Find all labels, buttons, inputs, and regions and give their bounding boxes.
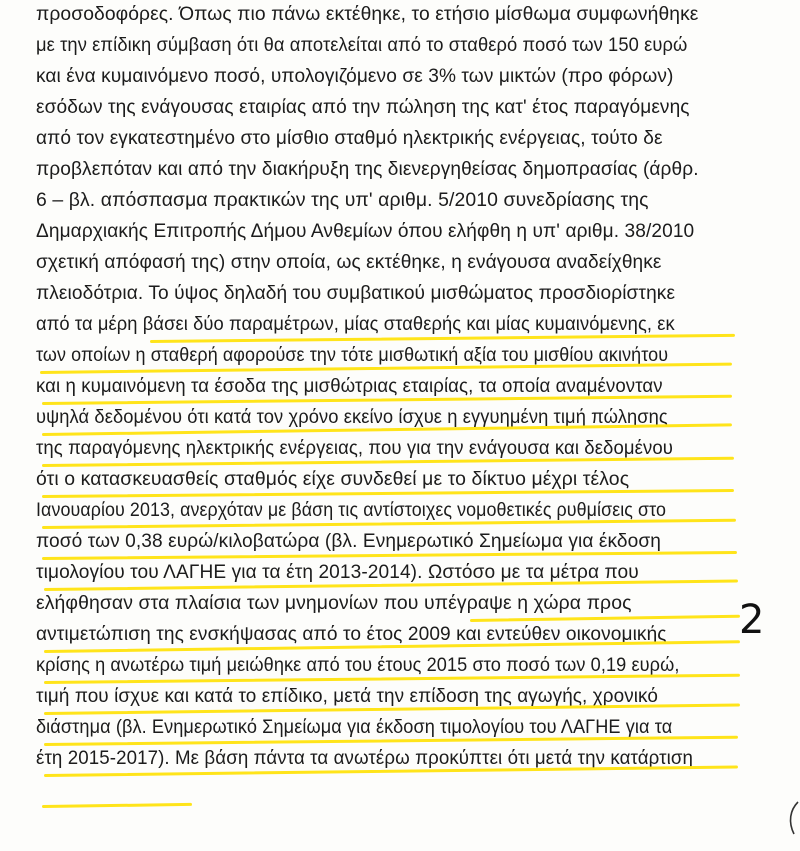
text-line: από τα μέρη βάσει δύο παραμέτρων, μίας σταθερής και μίας κυμαινόμενης, εκ xyxy=(36,313,675,335)
text-line: εσόδων της ενάγουσας εταιρίας από την πώληση της κατ' έτος παραγόμενης xyxy=(36,96,690,118)
text-line: και ένα κυμαινόμενο ποσό, υπολογιζόμενο σε 3% των μικτών (προ φόρων) xyxy=(36,65,674,87)
text-line: κρίσης η ανωτέρω τιμή μειώθηκε από του έτους 2015 στο ποσό των 0,19 ευρώ, xyxy=(36,654,680,676)
text-line: Ιανουαρίου 2013, ανερχόταν με βάση τις αντίστοιχες νομοθετικές ρυθμίσεις στο xyxy=(36,499,667,521)
text-line: της παραγόμενης ηλεκτρικής ενέργειας, που για την ενάγουσα και δεδομένου xyxy=(36,437,673,459)
text-line: τιμολογίου του ΛΑΓΗΕ για τα έτη 2013-2014). Ωστόσο με τα μέτρα που xyxy=(36,561,639,583)
text-line: και η κυμαινόμενη τα έσοδα της μισθώτριας εταιρίας, τα οποία αναμένονταν xyxy=(36,375,663,397)
handwritten-mark-fragment xyxy=(786,800,800,840)
text-line: των οποίων η σταθερή αφορούσε την τότε μισθωτική αξία του μισθίου ακινήτου xyxy=(36,344,669,366)
highlight-underline xyxy=(42,803,192,808)
text-line: ελήφθησαν στα πλαίσια των μνημονίων που υπέγραψε η χώρα προς xyxy=(36,592,632,614)
text-line: με την επίδικη σύμβαση ότι θα αποτελείται από το σταθερό ποσό των 150 ευρώ xyxy=(36,34,688,56)
text-line: 6 – βλ. απόσπασμα πρακτικών της υπ' αριθμ. 5/2010 συνεδρίασης της xyxy=(36,189,649,211)
margin-number: 2 xyxy=(739,597,765,643)
text-line: ότι ο κατασκευασθείς σταθμός είχε συνδεθεί με το δίκτυο μέχρι τέλος xyxy=(36,468,630,490)
text-line: προσοδοφόρες. Όπως πιο πάνω εκτέθηκε, το ετήσιο μίσθωμα συμφωνήθηκε xyxy=(36,3,699,25)
text-line: πλειοδότρια. Το ύψος δηλαδή του συμβατικού μισθώματος προσδιορίστηκε xyxy=(36,282,676,304)
text-line: υψηλά δεδομένου ότι κατά τον χρόνο εκείνο ίσχυε η εγγυημένη τιμή πώλησης xyxy=(36,406,668,428)
text-line: σχετική απόφασή της) στην οποία, ως εκτέθηκε, η ενάγουσα αναδείχθηκε xyxy=(36,251,662,273)
text-line: από τον εγκατεστημένο στο μίσθιο σταθμό ηλεκτρικής ενέργειας, τούτο δε xyxy=(36,127,663,149)
text-line: Δημαρχιακής Επιτροπής Δήμου Ανθεμίων όπου ελήφθη η υπ' αριθμ. 38/2010 xyxy=(36,220,695,242)
text-line: αντιμετώπιση της ενσκήψασας από το έτος 2009 και εντεύθεν οικονομικής xyxy=(36,623,667,645)
text-line: διάστημα (βλ. Ενημερωτικό Σημείωμα για έκδοση τιμολογίου του ΛΑΓΗΕ για τα xyxy=(36,716,673,738)
text-line: ποσό των 0,38 ευρώ/κιλοβατώρα (βλ. Ενημερωτικό Σημείωμα για έκδοση xyxy=(36,530,661,552)
text-line: προβλεπόταν και από την διακήρυξη της διενεργηθείσας δημοπρασίας (άρθρ. xyxy=(36,158,699,180)
text-line: τιμή που ίσχυε και κατά το επίδικο, μετά την επίδοση της αγωγής, χρονικό xyxy=(36,685,658,707)
text-line: έτη 2015-2017). Με βάση πάντα τα ανωτέρω προκύπτει ότι μετά την κατάρτιση xyxy=(36,747,694,769)
